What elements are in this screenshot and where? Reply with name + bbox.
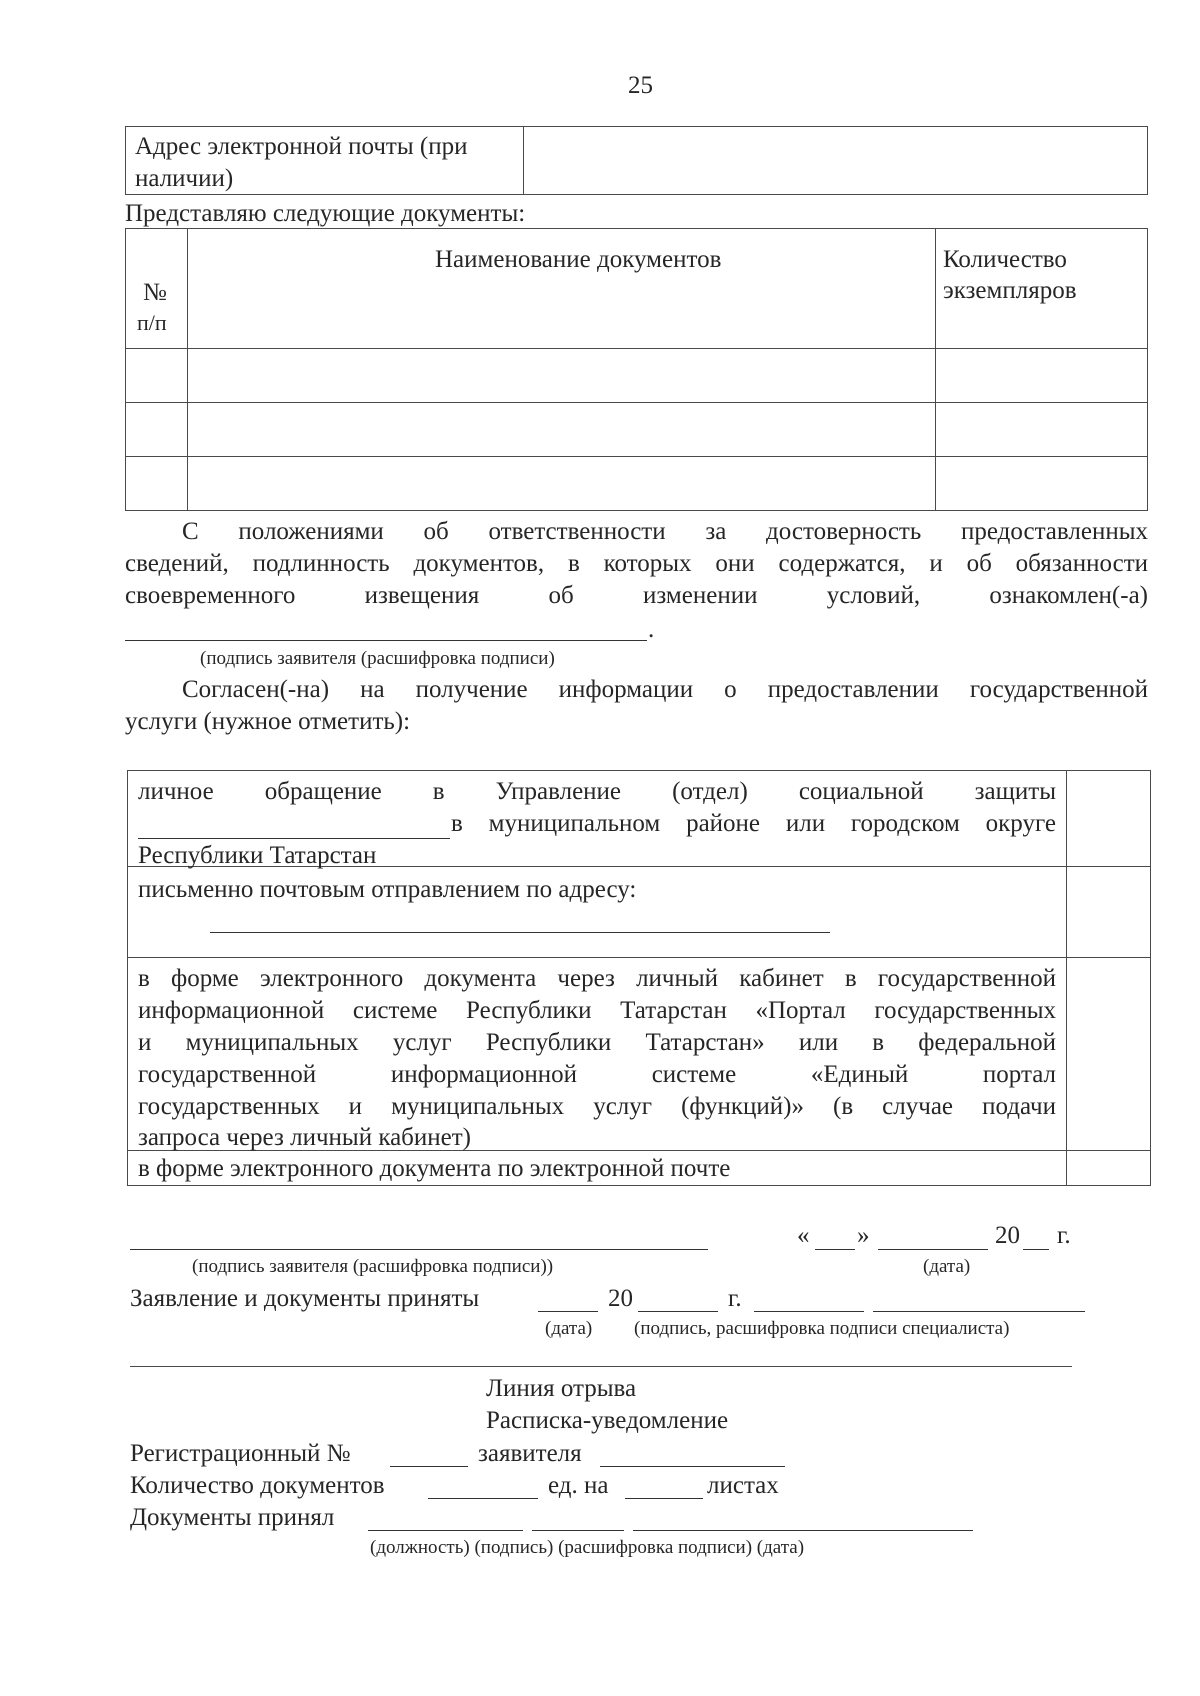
signature-line[interactable] (532, 1530, 624, 1531)
col-qty-header-sub: экземпляров (943, 277, 1077, 304)
doc-count-label: Количество документов (130, 1472, 385, 1499)
year-fill-line[interactable] (1023, 1249, 1049, 1250)
options-table-divider (1066, 770, 1067, 1186)
date-open-quote: « (797, 1222, 810, 1249)
option-email-line1: в форме электронного документа по электронной почте (138, 1155, 731, 1182)
option-portal-line6: запроса через личный кабинет) (138, 1124, 472, 1151)
tear-off-label: Линия отрыва (486, 1375, 637, 1402)
date-close-quote: » (857, 1222, 870, 1249)
units-label: ед. на (548, 1472, 609, 1499)
year-prefix: 20 (995, 1222, 1020, 1249)
reg-number-line[interactable] (390, 1466, 468, 1467)
applicant-signature-line[interactable] (130, 1249, 708, 1250)
option-portal-line1: в форме электронного документа через личный кабинет в государственной (138, 965, 1056, 992)
position-line[interactable] (368, 1530, 523, 1531)
option-portal-line2: информационной системе Республики Татарстан «Портал государственных (138, 997, 1056, 1024)
responsibility-caption: (подпись заявителя (расшифровка подписи) (200, 648, 555, 669)
option-portal-line4: государственной информационной системе «Единый портал (138, 1061, 1056, 1088)
col-qty-header: Количество (943, 246, 1067, 273)
col-name-header: Наименование документов (435, 246, 722, 273)
option-personal-line2: в муниципальном районе или городском округе (451, 810, 1056, 837)
email-label-line1: Адрес электронной почты (при (135, 133, 468, 160)
option-personal-checkbox[interactable] (1068, 772, 1150, 865)
email-label-line2: наличии) (135, 165, 234, 192)
sheets-count-line[interactable] (625, 1498, 703, 1499)
month-fill-line[interactable] (878, 1249, 988, 1250)
table-row[interactable] (126, 403, 1147, 455)
reg-number-label: Регистрационный № (130, 1440, 351, 1467)
year-suffix: г. (1057, 1222, 1071, 1249)
receipt-caption: (должность) (подпись) (расшифровка подписи) (дата) (370, 1537, 805, 1558)
option-mail-line1: письменно почтовым отправлением по адресу: (138, 876, 637, 903)
responsibility-line1: С положениями об ответственности за достоверность предоставленных (182, 518, 1148, 545)
page-number: 25 (628, 72, 653, 99)
accepted-date-caption: (дата) (545, 1318, 593, 1339)
date-caption: (дата) (923, 1256, 971, 1277)
department-fill-line[interactable] (138, 838, 450, 839)
table-row[interactable] (126, 349, 1147, 401)
accepted-label: Заявление и документы приняты (130, 1285, 480, 1312)
option-portal-line5: государственных и муниципальных услуг (функций)» (в случае подачи (138, 1093, 1056, 1120)
col-number-header-sub: п/п (137, 310, 167, 335)
accepted-date-line[interactable] (538, 1311, 598, 1312)
applicant-label: заявителя (478, 1440, 582, 1467)
specialist-name-line[interactable] (873, 1311, 1085, 1312)
receipt-title: Расписка-уведомление (486, 1407, 729, 1434)
option-portal-line3: и муниципальных услуг Республики Татарстан» или в федеральной (138, 1029, 1056, 1056)
specialist-signature-line[interactable] (754, 1311, 864, 1312)
documents-intro: Представляю следующие документы: (125, 200, 526, 227)
option-email-checkbox[interactable] (1068, 1152, 1150, 1185)
col-number-header: № (143, 279, 167, 306)
table-row[interactable] (126, 457, 1147, 510)
sheets-label: листах (707, 1472, 779, 1499)
accepted-by-label: Документы принял (130, 1504, 335, 1531)
consent-line1: Согласен(-на) на получение информации о предоставлении государственной (182, 676, 1148, 703)
responsibility-signature-line[interactable] (125, 640, 647, 641)
accepted-year-suffix: г. (728, 1285, 742, 1312)
consent-line2: услуги (нужное отметить): (125, 708, 411, 735)
applicant-signature-caption: (подпись заявителя (расшифровка подписи)) (192, 1256, 554, 1277)
mail-address-line[interactable] (210, 932, 830, 933)
day-fill-line[interactable] (815, 1249, 855, 1250)
name-date-line[interactable] (633, 1530, 973, 1531)
email-value-cell[interactable] (524, 127, 1147, 194)
option-personal-line3: Республики Татарстан (138, 842, 377, 869)
accepted-year-prefix: 20 (608, 1285, 633, 1312)
options-table-row-line (127, 957, 1151, 958)
responsibility-period: . (648, 616, 655, 643)
responsibility-line2: сведений, подлинность документов, в которых они содержатся, и об обязанности (125, 550, 1148, 577)
option-mail-checkbox[interactable] (1068, 868, 1150, 956)
option-personal-line1: личное обращение в Управление (отдел) социальной защиты (138, 778, 1056, 805)
option-portal-checkbox[interactable] (1068, 959, 1150, 1149)
responsibility-line3: своевременного извещения об изменении условий, ознакомлен(-а) (125, 582, 1148, 609)
applicant-line[interactable] (600, 1466, 785, 1467)
tear-off-line (130, 1366, 1072, 1367)
doc-count-line[interactable] (428, 1498, 538, 1499)
accepted-year-line[interactable] (638, 1311, 718, 1312)
specialist-caption: (подпись, расшифровка подписи специалиста) (634, 1318, 1010, 1339)
